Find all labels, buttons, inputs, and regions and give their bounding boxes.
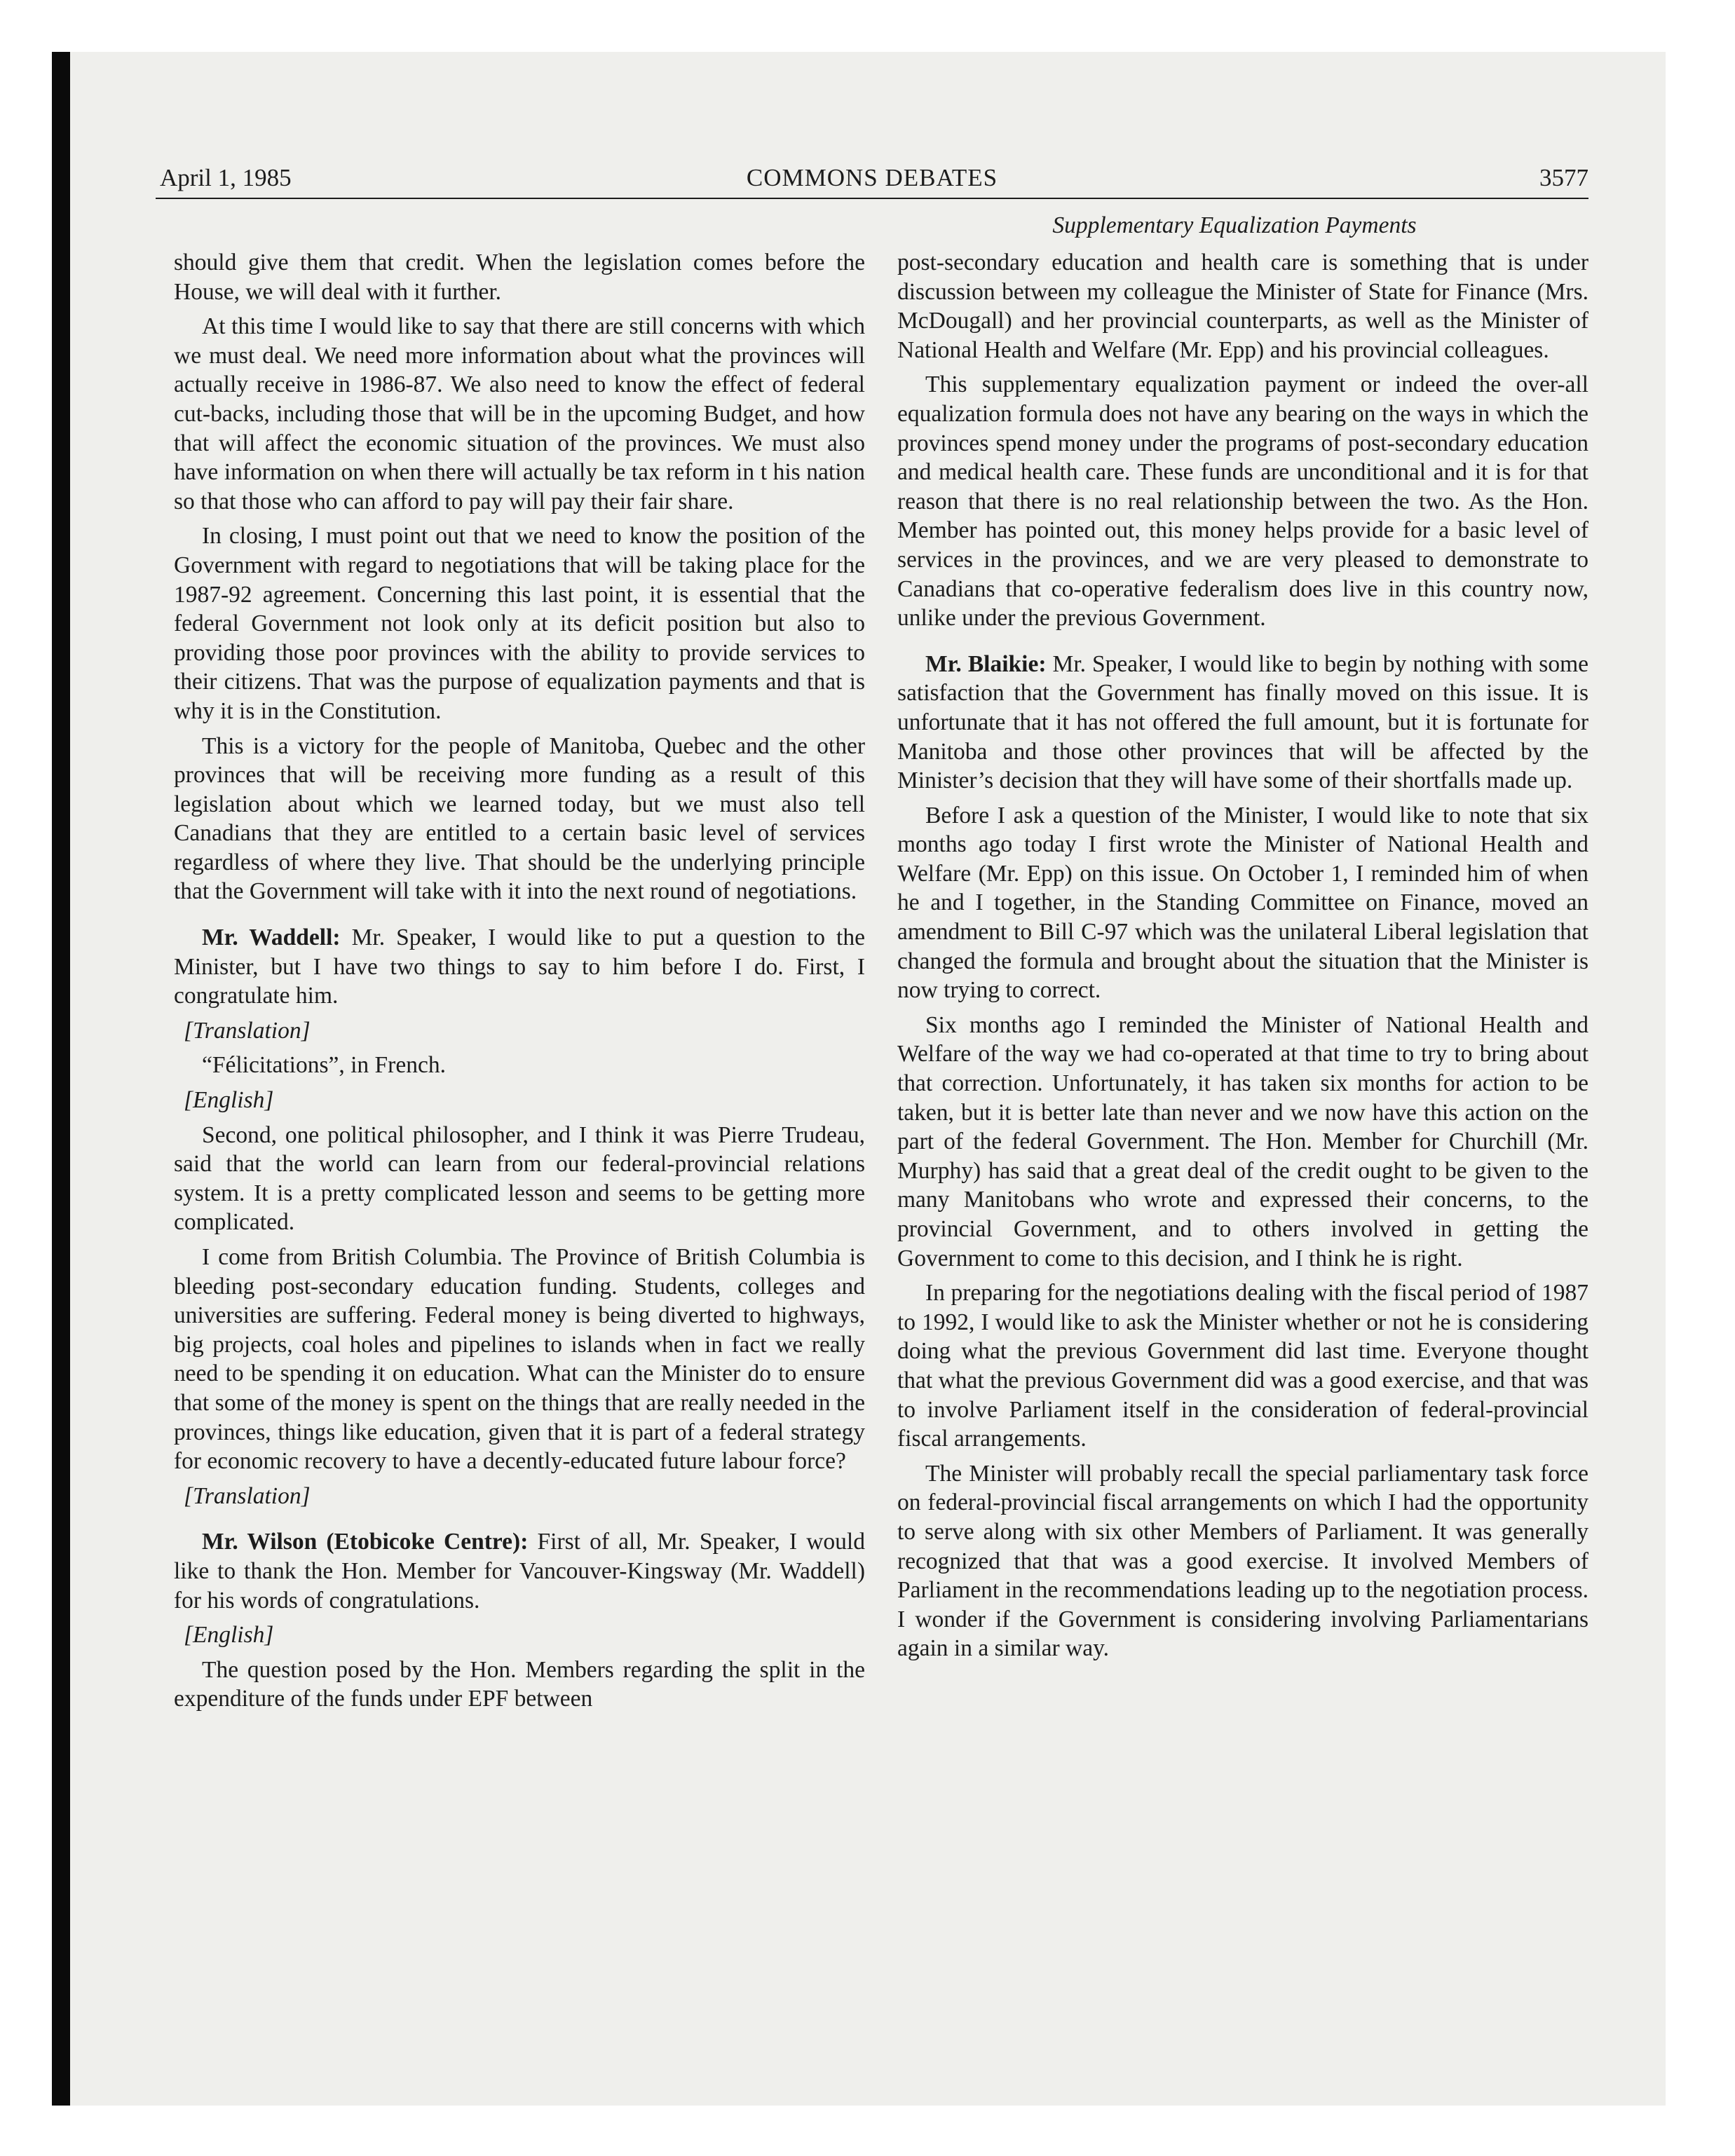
paragraph [897,248,1588,364]
speech-paragraph [174,923,865,1011]
header-date: April 1, 1985 [160,164,292,191]
paragraph-text: Mr. Speaker, I would like to begin by nothing with some satisfaction that the Government has finally moved on this issue. It is unfortunate that it has not offered the full amount, but it is fortunate for Manitoba and those other provinces that will be affected by the Minister’s decision that they will have some of their shortfalls made up. [897,650,1588,794]
language-tag: [English] [184,1622,274,1649]
language-tag: [Translation] [184,1482,311,1509]
scan-edge-bar [52,52,70,2106]
paragraph-text: The question posed by the Hon. Members regarding the split in the expenditure of the funds under EPF between [174,1656,865,1712]
paragraph [897,1011,1588,1273]
paragraph [897,1459,1588,1663]
paragraph-text: This supplementary equalization payment or indeed the over-all equalization formula does not have any bearing on the ways in which the provinces spend money under the programs of post-secondary education and medical health care. These funds are unconditional and it is for that reason that there is no real relationship between the two. As the Hon. Member has pointed out, this money helps provide for a basic level of services in the provinces, and we are very pleased to demonstrate to Canadians that co-operative federalism does live in this country now, unlike under the previous Government. [897,371,1588,632]
document-page [156,158,1588,1712]
paragraph-text: In closing, I must point out that we need to know the position of the Government with regard to negotiations that will be taking place for the 1987-92 agreement. Concerning this last point, it is essential that the federal Government not look only at its deficit position but also to providing those poor provinces with the ability to provide services to their citizens. That was the purpose of equalization payments and that is why it is in the Constitution. [174,523,865,724]
language-tag: [Translation] [184,1017,311,1044]
language-tag: [English] [184,1087,274,1114]
paragraph [897,370,1588,632]
speech-paragraph [897,650,1588,796]
paragraph-text: Six months ago I reminded the Minister of National Health and Welfare of the way we had co-operated at that time to try to bring about that correction. Unfortunately, it has taken six months for action to be taken, but it is better late than never and we now have this action on the part of the federal Government. The Hon. Member for Churchill (Mr. Murphy) has said that a great deal of the credit ought to be given to the many Manitobans who wrote and expressed their concerns, to the provincial Government, and to others involved in getting the Government to come to this decision, and I think he is right. [897,1011,1588,1271]
paragraph-text: This is a victory for the people of Manitoba, Quebec and the other provinces that will be receiving more funding as a result of this legislation about which we learned today, but we must also tell Canadians that they are entitled to a certain basic level of services regardless of where they live. That should be the underlying principle that the Government will take with it into the next round of negotiations. [174,732,865,905]
paragraph [174,1243,865,1476]
section-title: Supplementary Equalization Payments [1052,212,1417,238]
paragraph-text: post-secondary education and health care is something that is under discussion between my colleague the Minister of State for Finance (Mrs. McDougall) and her provincial counterparts, as well as the Minister of National Health and Welfare (Mr. Epp) and his provincial colleagues. [897,250,1588,363]
header-rule [156,198,1588,199]
right-text-column [897,248,1588,1669]
speech-paragraph [174,1527,865,1615]
paragraph [174,732,865,907]
running-header [156,158,1588,198]
paragraph-text: The Minister will probably recall the special parliamentary task force on federal-provincial fiscal arrangements on which I had the opportunity to serve along with six other Members of Parliament. It was generally recognized that that was a good exercise. It involved Members of Parliament in the recommendations leading up to the negotiation process. I wonder if the Government is considering involving Parliamentarians again in a similar way. [897,1460,1588,1662]
paragraph-text: “Félicitations”, in French. [202,1052,446,1079]
paragraph-text: Before I ask a question of the Minister, I would like to note that six months ago today I first wrote the Minister of National Health and Welfare (Mr. Epp) on this issue. On October 1, I reminded him of when he and I together, in the Standing Committee on Finance, moved an amendment to Bill C-97 which was the unilateral Liberal legislation that changed the formula and brought about the situation that the Minister is now trying to correct. [897,802,1588,1004]
left-text-column [174,248,865,1719]
paragraph [174,312,865,516]
paragraph [174,1121,865,1237]
paragraph-text: I come from British Columbia. The Province of British Columbia is bleeding post-secondary education funding. Students, colleges and universities are suffering. Federal money is being diverted to highways, big projects, coal holes and pipelines to islands when in fact we really need to be spending it on education. What can the Minister do to ensure that some of the money is spent on the things that are really needed in the provinces, things like education, given that it is part of a federal strategy for economic recovery to have a decently-educated future labour force? [174,1244,865,1475]
paragraph-text: Second, one political philosopher, and I think it was Pierre Trudeau, said that the world can learn from our federal-provincial relations system. It is a pretty complicated lesson and seems to be getting more complicated. [174,1121,865,1236]
paragraph [174,1051,865,1080]
paragraph [897,1278,1588,1454]
paragraph-text: First of all, Mr. Speaker, I would like to thank the Hon. Member for Vancouver-Kingsway (Mr. Waddell) for his words of congratulations. [174,1529,865,1613]
paragraph-text: In preparing for the negotiations dealing with the fiscal period of 1987 to 1992, I would like to ask the Minister whether or not he is considering doing what the previous Government did last time. Everyone thought that what the previous Government did was a good exercise, and that was to involve Parliament itself in the consideration of federal-provincial fiscal arrangements. [897,1280,1588,1452]
paragraph [897,801,1588,1005]
speaker-name: Mr. Waddell: [202,925,341,951]
paragraph [174,248,865,306]
paragraph [174,1656,865,1714]
page-number: 3577 [1539,164,1588,191]
speaker-name: Mr. Wilson (Etobicoke Centre): [202,1529,529,1555]
speaker-name: Mr. Blaikie: [925,650,1047,677]
paragraph-text: should give them that credit. When the legislation comes before the House, we will deal with it further. [174,250,865,305]
paragraph-text: At this time I would like to say that there are still concerns with which we must deal. We need more information about what the provinces will actually receive in 1986-87. We also need to know the effect of federal cut-backs, including those that will be in the upcoming Budget, and how that will affect the economic situation of the provinces. We must also have information on when there will actually be tax reform in t his nation so that those who can afford to pay will pay their fair share. [174,313,865,514]
header-title: COMMONS DEBATES [746,164,998,191]
paragraph-text: Mr. Speaker, I would like to put a question to the Minister, but I have two things to say to him before I do. First, I congratulate him. [174,925,865,1009]
paragraph [174,521,865,725]
